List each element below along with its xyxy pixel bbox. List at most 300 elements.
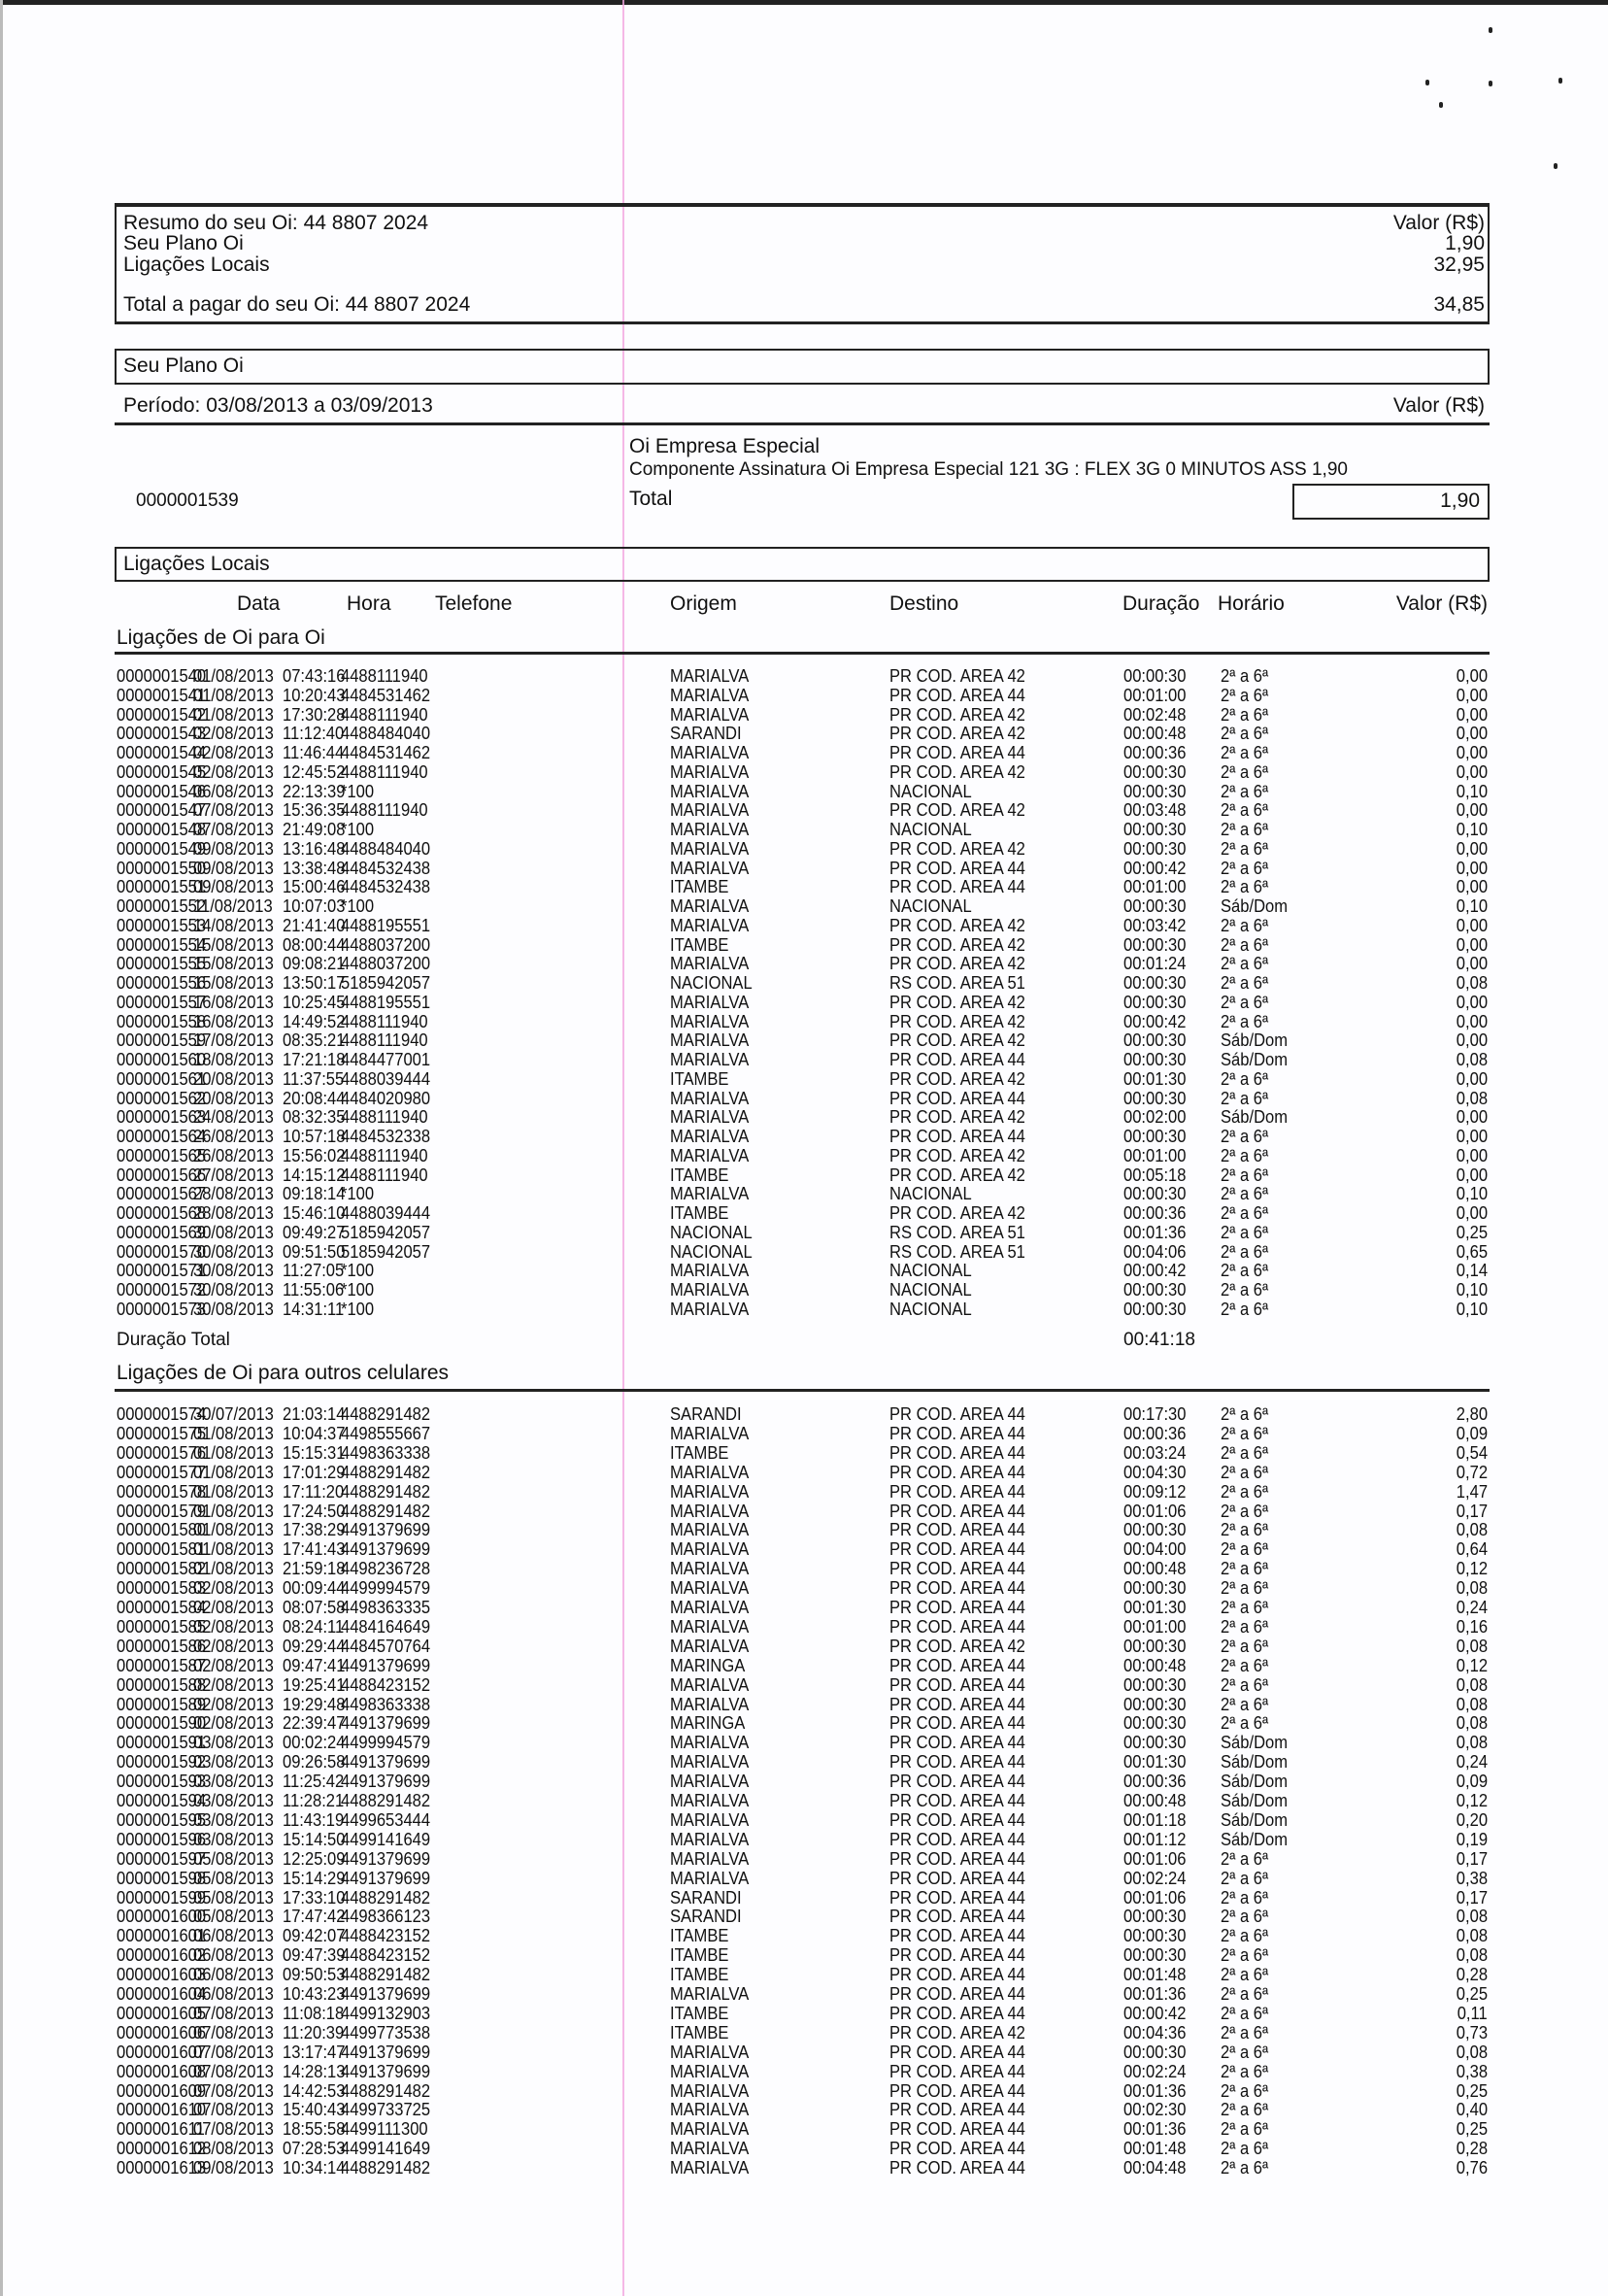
table-row xyxy=(0,1242,1608,1262)
call-duration: 00:00:30 xyxy=(1123,1926,1187,1946)
call-duration: 00:04:30 xyxy=(1123,1462,1187,1482)
plan-name: Oi Empresa Especial xyxy=(629,435,821,457)
call-period: 2ª a 6ª xyxy=(1221,1203,1269,1223)
call-phone: 4484020980 xyxy=(341,1088,431,1108)
summary-total-label: Total a pagar do seu Oi: 44 8807 2024 xyxy=(123,293,471,316)
call-destination: PR COD. AREA 42 xyxy=(889,1203,1025,1223)
call-id: 0000001608 xyxy=(117,2061,207,2081)
call-id: 0000001587 xyxy=(117,1655,207,1675)
col-header-telefone: Telefone xyxy=(435,592,513,615)
call-origin: ITAMBE xyxy=(670,934,729,955)
call-date: 02/08/2013 xyxy=(193,761,274,782)
table-row xyxy=(0,1261,1608,1280)
call-origin: MARIALVA xyxy=(670,896,750,916)
call-phone: 4484532438 xyxy=(341,877,431,897)
call-duration: 00:00:42 xyxy=(1123,1011,1187,1031)
call-value: 0,00 xyxy=(1456,954,1488,974)
call-date: 16/08/2013 xyxy=(193,992,274,1012)
call-phone: 4488291482 xyxy=(341,1791,431,1810)
call-destination: PR COD. AREA 44 xyxy=(889,1713,1025,1734)
plan-section-title: Seu Plano Oi xyxy=(123,355,244,377)
call-destination: NACIONAL xyxy=(889,896,972,916)
call-duration: 00:00:30 xyxy=(1123,1184,1187,1204)
call-destination: RS COD. AREA 51 xyxy=(889,1241,1025,1262)
call-time: 12:45:52 xyxy=(283,761,346,782)
call-origin: MARIALVA xyxy=(670,1423,750,1443)
table-row xyxy=(0,743,1608,762)
call-date: 15/08/2013 xyxy=(193,973,274,993)
call-destination: PR COD. AREA 42 xyxy=(889,838,1025,859)
call-duration: 00:00:36 xyxy=(1123,1772,1187,1792)
call-period: 2ª a 6ª xyxy=(1221,2042,1269,2062)
call-date: 05/08/2013 xyxy=(193,1887,274,1908)
summary-item-value: 32,95 xyxy=(1433,253,1485,276)
call-destination: PR COD. AREA 44 xyxy=(889,1984,1025,2004)
call-id: 0000001592 xyxy=(117,1752,207,1773)
call-destination: PR COD. AREA 44 xyxy=(889,877,1025,897)
call-id: 0000001591 xyxy=(117,1733,207,1753)
call-phone: 4484531462 xyxy=(341,743,431,762)
call-origin: MARIALVA xyxy=(670,915,750,935)
call-date: 15/08/2013 xyxy=(193,934,274,955)
call-id: 0000001567 xyxy=(117,1184,207,1204)
table-row xyxy=(0,1146,1608,1165)
table-row xyxy=(0,1069,1608,1089)
call-origin: NACIONAL xyxy=(670,1222,753,1242)
call-period: 2ª a 6ª xyxy=(1221,1926,1269,1946)
call-phone: 4499653444 xyxy=(341,1809,431,1830)
call-destination: PR COD. AREA 44 xyxy=(889,1127,1025,1146)
call-origin: MARIALVA xyxy=(670,1616,750,1637)
call-destination: PR COD. AREA 44 xyxy=(889,1050,1025,1069)
call-period: 2ª a 6ª xyxy=(1221,1578,1269,1599)
call-time: 11:20:39 xyxy=(283,2022,345,2043)
call-period: 2ª a 6ª xyxy=(1221,781,1269,801)
call-value: 0,08 xyxy=(1456,1050,1488,1069)
call-id: 0000001583 xyxy=(117,1578,207,1599)
call-date: 30/08/2013 xyxy=(193,1241,274,1262)
call-value: 0,17 xyxy=(1456,1887,1488,1908)
call-value: 0,10 xyxy=(1456,1184,1488,1204)
call-date: 02/08/2013 xyxy=(193,1578,274,1599)
call-phone: *100 xyxy=(341,781,375,801)
call-value: 0,38 xyxy=(1456,1868,1488,1888)
call-value: 0,08 xyxy=(1456,1907,1488,1927)
call-date: 08/08/2013 xyxy=(193,2139,274,2159)
call-period: 2ª a 6ª xyxy=(1221,1241,1269,1262)
call-period: 2ª a 6ª xyxy=(1221,2061,1269,2081)
call-id: 0000001582 xyxy=(117,1559,207,1579)
plan-period: Período: 03/08/2013 a 03/09/2013 xyxy=(123,394,433,417)
call-destination: PR COD. AREA 42 xyxy=(889,761,1025,782)
call-origin: MARIALVA xyxy=(670,2119,750,2140)
call-id: 0000001602 xyxy=(117,1945,207,1966)
call-date: 07/08/2013 xyxy=(193,800,274,821)
call-period: Sáb/Dom xyxy=(1221,1107,1289,1128)
call-duration: 00:00:30 xyxy=(1123,934,1187,955)
call-time: 07:28:53 xyxy=(283,2139,346,2159)
call-id: 0000001580 xyxy=(117,1520,207,1540)
call-date: 07/08/2013 xyxy=(193,820,274,839)
call-period: Sáb/Dom xyxy=(1221,1791,1289,1810)
call-value: 0,28 xyxy=(1456,1965,1488,1985)
call-time: 10:43:23 xyxy=(283,1984,346,2004)
call-time: 14:15:12 xyxy=(283,1165,346,1185)
call-phone: 4488111940 xyxy=(341,1030,428,1051)
call-origin: MARIALVA xyxy=(670,743,750,762)
table-row xyxy=(0,1012,1608,1031)
table-row xyxy=(0,1482,1608,1502)
call-time: 17:01:29 xyxy=(283,1462,346,1482)
call-date: 03/08/2013 xyxy=(193,1733,274,1753)
call-origin: MARIALVA xyxy=(670,685,750,705)
table-row xyxy=(0,877,1608,896)
call-value: 0,00 xyxy=(1456,1127,1488,1146)
call-period: 2ª a 6ª xyxy=(1221,915,1269,935)
call-phone: 4499994579 xyxy=(341,1733,431,1753)
call-duration: 00:01:30 xyxy=(1123,1068,1187,1089)
call-destination: PR COD. AREA 44 xyxy=(889,1694,1025,1714)
call-phone: 4498363338 xyxy=(341,1694,431,1714)
call-time: 10:04:37 xyxy=(283,1423,346,1443)
call-id: 0000001557 xyxy=(117,992,207,1012)
call-destination: RS COD. AREA 51 xyxy=(889,1222,1025,1242)
call-period: 2ª a 6ª xyxy=(1221,1299,1269,1319)
call-origin: MARIALVA xyxy=(670,1984,750,2004)
call-id: 0000001600 xyxy=(117,1907,207,1927)
call-origin: ITAMBE xyxy=(670,1945,729,1966)
call-duration: 00:01:00 xyxy=(1123,877,1187,897)
table-row xyxy=(0,705,1608,725)
subsection-rule xyxy=(115,1389,1490,1392)
table-row xyxy=(0,2062,1608,2081)
table-row xyxy=(0,2023,1608,2043)
call-duration: 00:01:06 xyxy=(1123,1848,1187,1869)
call-duration: 00:00:30 xyxy=(1123,896,1187,916)
call-id: 0000001572 xyxy=(117,1280,207,1300)
call-origin: MARIALVA xyxy=(670,1829,750,1849)
call-value: 0,00 xyxy=(1456,1068,1488,1089)
call-duration: 00:04:06 xyxy=(1123,1241,1187,1262)
table-row xyxy=(0,993,1608,1012)
call-period: 2ª a 6ª xyxy=(1221,761,1269,782)
call-origin: MARIALVA xyxy=(670,1848,750,1869)
call-duration: 00:03:48 xyxy=(1123,800,1187,821)
call-origin: ITAMBE xyxy=(670,1203,729,1223)
call-date: 02/08/2013 xyxy=(193,1713,274,1734)
call-period: 2ª a 6ª xyxy=(1221,1598,1269,1617)
call-time: 14:31:11 xyxy=(283,1299,345,1319)
call-duration: 00:00:30 xyxy=(1123,781,1187,801)
call-value: 0,10 xyxy=(1456,1280,1488,1300)
call-time: 09:26:58 xyxy=(283,1752,346,1773)
call-time: 11:46:44 xyxy=(283,743,345,762)
call-origin: MARIALVA xyxy=(670,2100,750,2120)
call-period: 2ª a 6ª xyxy=(1221,934,1269,955)
call-date: 20/08/2013 xyxy=(193,1088,274,1108)
call-duration: 00:02:30 xyxy=(1123,2100,1187,2120)
call-value: 0,10 xyxy=(1456,820,1488,839)
call-value: 0,00 xyxy=(1456,915,1488,935)
call-phone: 4488291482 xyxy=(341,1462,431,1482)
call-destination: PR COD. AREA 44 xyxy=(889,1578,1025,1599)
call-date: 03/08/2013 xyxy=(193,1829,274,1849)
call-date: 20/08/2013 xyxy=(193,1068,274,1089)
call-date: 03/08/2013 xyxy=(193,1772,274,1792)
table-row xyxy=(0,2100,1608,2119)
call-date: 16/08/2013 xyxy=(193,1011,274,1031)
call-phone: 4499132903 xyxy=(341,2003,431,2023)
call-period: 2ª a 6ª xyxy=(1221,1984,1269,2004)
call-duration: 00:00:30 xyxy=(1123,1733,1187,1753)
call-destination: PR COD. AREA 44 xyxy=(889,2080,1025,2101)
table-row xyxy=(0,1849,1608,1869)
call-date: 07/08/2013 xyxy=(193,2022,274,2043)
call-origin: MARIALVA xyxy=(670,1184,750,1204)
call-id: 0000001605 xyxy=(117,2003,207,2023)
call-value: 0,09 xyxy=(1456,1772,1488,1792)
call-duration: 00:00:30 xyxy=(1123,1299,1187,1319)
call-destination: PR COD. AREA 42 xyxy=(889,1145,1025,1165)
col-header-data: Data xyxy=(237,592,281,615)
call-period: 2ª a 6ª xyxy=(1221,1165,1269,1185)
call-destination: PR COD. AREA 42 xyxy=(889,992,1025,1012)
call-value: 0,00 xyxy=(1456,858,1488,878)
call-value: 0,00 xyxy=(1456,704,1488,725)
call-value: 0,10 xyxy=(1456,896,1488,916)
call-origin: MARIALVA xyxy=(670,820,750,839)
call-phone: 4491379699 xyxy=(341,1539,431,1560)
call-duration: 00:04:48 xyxy=(1123,2158,1187,2178)
plan-component: Componente Assinatura Oi Empresa Especial 121 3G : FLEX 3G 0 MINUTOS ASS 1,90 xyxy=(629,459,1348,480)
call-period: 2ª a 6ª xyxy=(1221,724,1269,744)
summary-title: Resumo do seu Oi: 44 8807 2024 xyxy=(123,212,429,234)
call-phone: 4488111940 xyxy=(341,1011,428,1031)
call-period: 2ª a 6ª xyxy=(1221,2100,1269,2120)
table-row xyxy=(0,1637,1608,1656)
call-time: 08:07:58 xyxy=(283,1598,346,1617)
table-row xyxy=(0,1203,1608,1223)
call-value: 0,12 xyxy=(1456,1655,1488,1675)
call-origin: ITAMBE xyxy=(670,1965,729,1985)
call-id: 0000001573 xyxy=(117,1299,207,1319)
call-duration: 00:00:30 xyxy=(1123,761,1187,782)
call-date: 07/08/2013 xyxy=(193,2100,274,2120)
call-period: 2ª a 6ª xyxy=(1221,2139,1269,2159)
table-row xyxy=(0,666,1608,686)
call-destination: PR COD. AREA 42 xyxy=(889,1165,1025,1185)
table-row xyxy=(0,1107,1608,1127)
call-phone: 5185942057 xyxy=(341,1222,431,1242)
call-period: 2ª a 6ª xyxy=(1221,1655,1269,1675)
table-row xyxy=(0,1984,1608,2004)
call-origin: NACIONAL xyxy=(670,1241,753,1262)
call-time: 08:00:44 xyxy=(283,934,346,955)
table-row xyxy=(0,2139,1608,2158)
call-destination: PR COD. AREA 44 xyxy=(889,1965,1025,1985)
call-destination: NACIONAL xyxy=(889,781,972,801)
col-header-destino: Destino xyxy=(889,592,959,615)
table-row xyxy=(0,2158,1608,2178)
call-phone: 4488291482 xyxy=(341,1404,431,1424)
call-phone: 4499111300 xyxy=(341,2119,428,2140)
call-duration: 00:00:48 xyxy=(1123,1791,1187,1810)
call-origin: MARIALVA xyxy=(670,2080,750,2101)
call-time: 17:33:10 xyxy=(283,1887,346,1908)
call-date: 30/08/2013 xyxy=(193,1222,274,1242)
call-id: 0000001561 xyxy=(117,1068,207,1089)
call-id: 0000001574 xyxy=(117,1404,207,1424)
call-id: 0000001548 xyxy=(117,820,207,839)
call-date: 06/08/2013 xyxy=(193,1926,274,1946)
call-destination: PR COD. AREA 42 xyxy=(889,1107,1025,1128)
call-date: 02/08/2013 xyxy=(193,743,274,762)
call-origin: MARIALVA xyxy=(670,1088,750,1108)
table-row xyxy=(0,1907,1608,1926)
call-origin: NACIONAL xyxy=(670,973,753,993)
call-duration: 00:00:36 xyxy=(1123,743,1187,762)
call-duration: 00:00:30 xyxy=(1123,1088,1187,1108)
table-row xyxy=(0,1223,1608,1242)
call-duration: 00:00:30 xyxy=(1123,1694,1187,1714)
subsection-title-oi-to-oi: Ligações de Oi para Oi xyxy=(117,626,325,649)
call-period: 2ª a 6ª xyxy=(1221,1868,1269,1888)
call-date: 05/08/2013 xyxy=(193,1848,274,1869)
call-phone: 4499773538 xyxy=(341,2022,431,2043)
call-duration: 00:01:36 xyxy=(1123,2119,1187,2140)
call-origin: MARIALVA xyxy=(670,1299,750,1319)
call-id: 0000001550 xyxy=(117,858,207,878)
call-destination: PR COD. AREA 44 xyxy=(889,1809,1025,1830)
call-time: 15:14:50 xyxy=(283,1829,346,1849)
call-period: 2ª a 6ª xyxy=(1221,1713,1269,1734)
call-phone: 4499141649 xyxy=(341,1829,431,1849)
call-destination: PR COD. AREA 44 xyxy=(889,1907,1025,1927)
call-phone: *100 xyxy=(341,820,375,839)
table-row xyxy=(0,916,1608,935)
call-id: 0000001613 xyxy=(117,2158,207,2178)
call-phone: 4488423152 xyxy=(341,1674,431,1695)
call-value: 0,00 xyxy=(1456,743,1488,762)
call-time: 11:08:18 xyxy=(283,2003,345,2023)
call-value: 0,08 xyxy=(1456,1713,1488,1734)
call-origin: MARIALVA xyxy=(670,838,750,859)
call-id: 0000001549 xyxy=(117,838,207,859)
call-duration: 00:00:30 xyxy=(1123,2042,1187,2062)
table-row xyxy=(0,1772,1608,1791)
call-time: 13:16:48 xyxy=(283,838,346,859)
call-origin: MARIALVA xyxy=(670,992,750,1012)
call-destination: PR COD. AREA 42 xyxy=(889,704,1025,725)
call-origin: MARIALVA xyxy=(670,2061,750,2081)
call-value: 0,08 xyxy=(1456,1926,1488,1946)
subsection-title-oi-to-other: Ligações de Oi para outros celulares xyxy=(117,1362,450,1384)
call-value: 0,00 xyxy=(1456,838,1488,859)
call-phone: 4491379699 xyxy=(341,1713,431,1734)
call-id: 0000001607 xyxy=(117,2042,207,2062)
call-origin: MARIALVA xyxy=(670,704,750,725)
summary-bottom-rule xyxy=(115,321,1490,324)
plan-total-label: Total xyxy=(629,488,673,510)
col-header-horario: Horário xyxy=(1218,592,1285,615)
call-phone: 4491379699 xyxy=(341,1848,431,1869)
call-phone: *100 xyxy=(341,1184,375,1204)
call-origin: ITAMBE xyxy=(670,1068,729,1089)
call-destination: PR COD. AREA 44 xyxy=(889,1868,1025,1888)
scan-speck xyxy=(1489,81,1492,86)
call-time: 14:42:53 xyxy=(283,2080,346,2101)
call-duration: 00:00:30 xyxy=(1123,1520,1187,1540)
call-destination: PR COD. AREA 44 xyxy=(889,685,1025,705)
call-value: 0,00 xyxy=(1456,992,1488,1012)
call-time: 15:40:43 xyxy=(283,2100,346,2120)
call-origin: ITAMBE xyxy=(670,877,729,897)
call-origin: MARIALVA xyxy=(670,1261,750,1281)
call-origin: MARIALVA xyxy=(670,1127,750,1146)
call-phone: 4499733725 xyxy=(341,2100,431,2120)
call-phone: *100 xyxy=(341,896,375,916)
call-phone: 4484164649 xyxy=(341,1616,431,1637)
summary-value-header: Valor (R$) xyxy=(1392,212,1485,234)
call-phone: 4491379699 xyxy=(341,2042,431,2062)
call-duration: 00:01:36 xyxy=(1123,1984,1187,2004)
call-id: 0000001589 xyxy=(117,1694,207,1714)
call-id: 0000001609 xyxy=(117,2080,207,2101)
call-period: 2ª a 6ª xyxy=(1221,2003,1269,2023)
call-value: 0,00 xyxy=(1456,1145,1488,1165)
table-row xyxy=(0,973,1608,993)
table-row xyxy=(0,2119,1608,2139)
call-id: 0000001575 xyxy=(117,1423,207,1443)
table-row xyxy=(0,2081,1608,2101)
call-value: 0,24 xyxy=(1456,1752,1488,1773)
call-duration: 00:01:30 xyxy=(1123,1598,1187,1617)
call-date: 02/08/2013 xyxy=(193,1674,274,1695)
call-value: 0,00 xyxy=(1456,666,1488,686)
call-value: 0,08 xyxy=(1456,2042,1488,2062)
call-time: 13:50:17 xyxy=(283,973,346,993)
call-phone: 4488111940 xyxy=(341,800,428,821)
summary-top-rule xyxy=(115,203,1490,206)
call-period: 2ª a 6ª xyxy=(1221,1261,1269,1281)
local-calls-title: Ligações Locais xyxy=(123,553,270,575)
call-period: 2ª a 6ª xyxy=(1221,1674,1269,1695)
call-origin: MARIALVA xyxy=(670,2139,750,2159)
call-phone: 4491379699 xyxy=(341,1520,431,1540)
call-origin: MARIALVA xyxy=(670,858,750,878)
call-time: 17:24:50 xyxy=(283,1501,346,1521)
table-row xyxy=(0,1733,1608,1752)
call-duration: 00:02:48 xyxy=(1123,704,1187,725)
call-date: 03/08/2013 xyxy=(193,1752,274,1773)
call-value: 0,20 xyxy=(1456,1809,1488,1830)
call-value: 0,25 xyxy=(1456,2119,1488,2140)
call-value: 0,08 xyxy=(1456,1945,1488,1966)
call-value: 0,00 xyxy=(1456,934,1488,955)
call-value: 0,28 xyxy=(1456,2139,1488,2159)
call-destination: PR COD. AREA 44 xyxy=(889,1501,1025,1521)
table-row xyxy=(0,1888,1608,1908)
call-duration: 00:02:24 xyxy=(1123,2061,1187,2081)
call-period: 2ª a 6ª xyxy=(1221,1280,1269,1300)
call-period: Sáb/Dom xyxy=(1221,1752,1289,1773)
call-period: 2ª a 6ª xyxy=(1221,1848,1269,1869)
call-phone: 4491379699 xyxy=(341,2061,431,2081)
call-phone: 4488291482 xyxy=(341,2080,431,2101)
call-value: 0,17 xyxy=(1456,1848,1488,1869)
call-period: 2ª a 6ª xyxy=(1221,1184,1269,1204)
call-id: 0000001581 xyxy=(117,1539,207,1560)
